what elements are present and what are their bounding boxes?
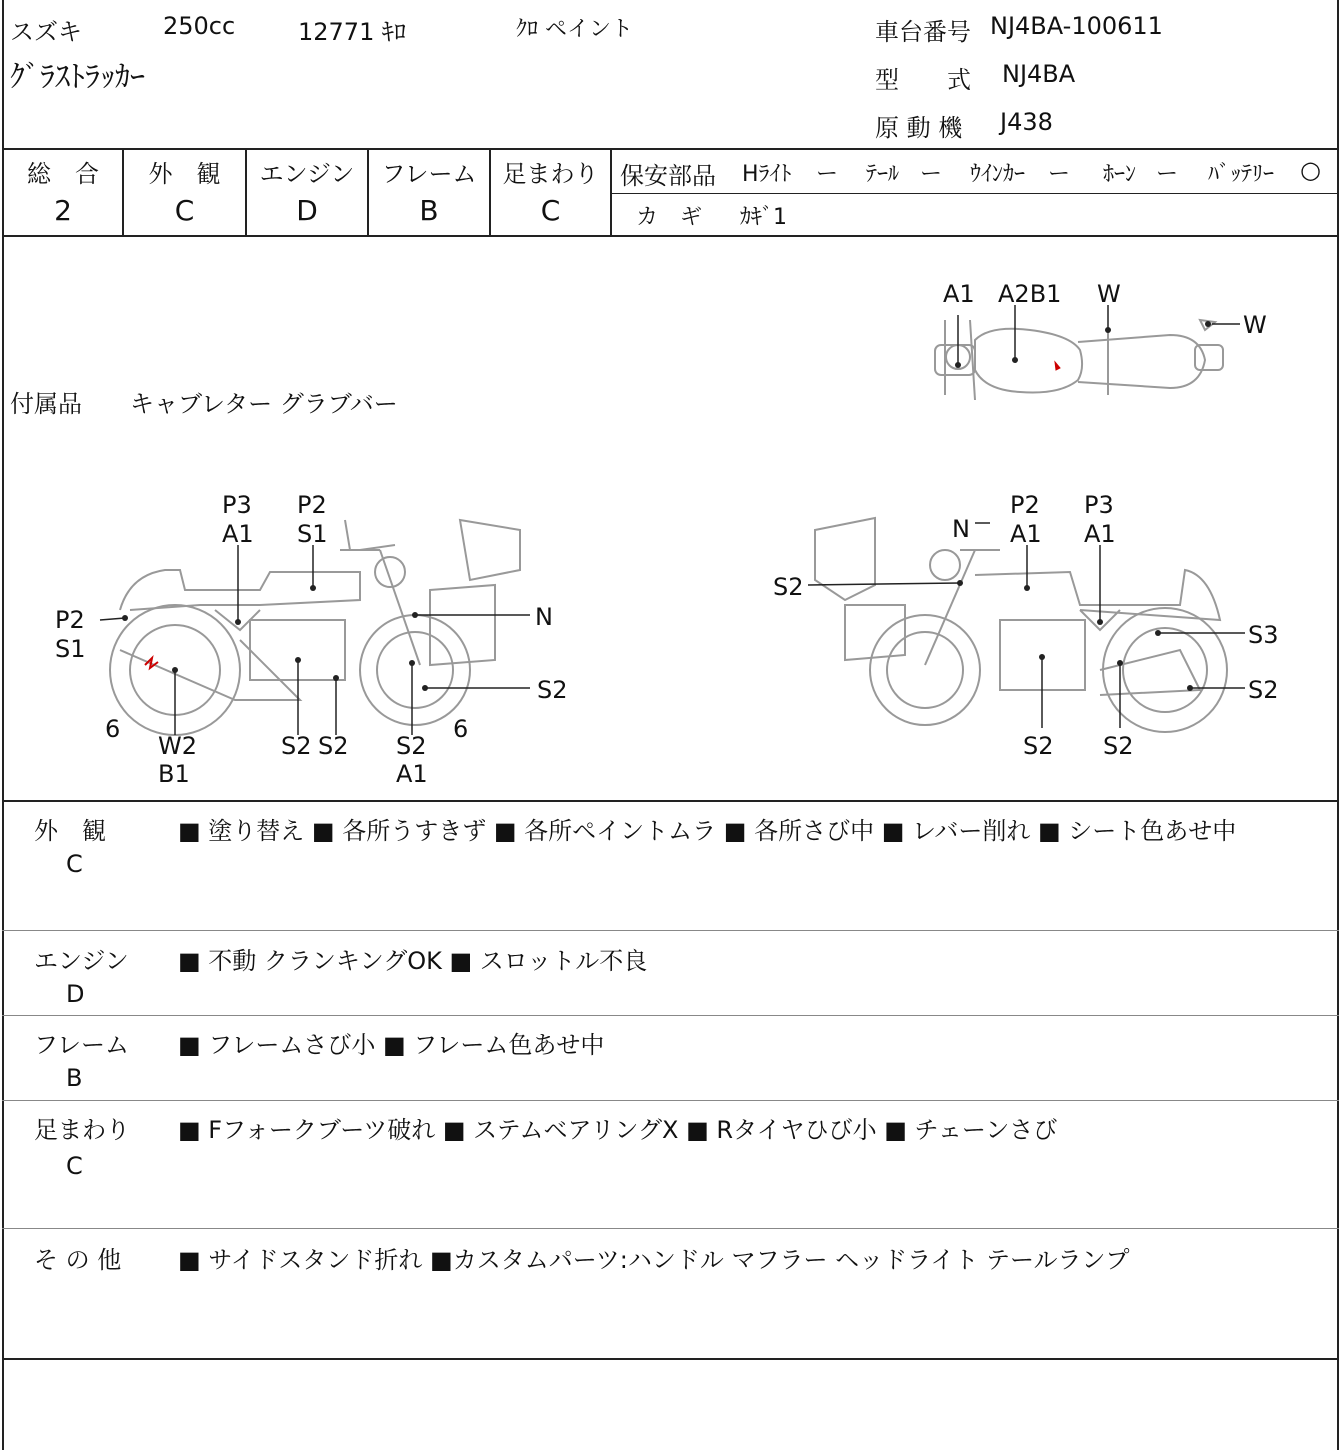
grade-label-exterior: 外 観 [148, 160, 221, 188]
label-left-a1-bottom: A1 [396, 760, 428, 788]
divider-2 [2, 1015, 1339, 1016]
accessories-label: 付属品 [10, 390, 82, 418]
safety-winker-label: ｳｲﾝｶｰ [970, 162, 1026, 187]
grade-value-exterior: C [174, 194, 195, 227]
leader-dots [122, 321, 1211, 691]
divider-4 [2, 1228, 1339, 1229]
label-top-a2b1: A2B1 [998, 280, 1062, 308]
label-top-w1: W [1097, 280, 1121, 308]
grade-value-overall: 2 [54, 194, 72, 227]
mileage: 12771 ｷﾛ [298, 18, 406, 46]
safety-winker-mark: ー [1048, 162, 1071, 187]
label-right-a1b: A1 [1084, 520, 1116, 548]
accessories-value: キャブレター グラブバー [130, 390, 398, 418]
label-left-six-left: 6 [105, 715, 121, 743]
grade-value-suspension: C [540, 194, 561, 227]
bike-top-view [935, 320, 1223, 400]
section-text-suspension: ■ Fフォークブーツ破れ ■ ステムベアリングX ■ Rタイヤひび小 ■ チェーンさび [178, 1116, 1058, 1144]
section-label-exterior: 外 観 [34, 817, 106, 845]
grade-label-suspension: 足まわり [502, 160, 599, 188]
grade-label-engine: エンジン [259, 160, 355, 188]
label-left-s2-c: S2 [396, 732, 427, 760]
label-right-a1: A1 [1010, 520, 1042, 548]
section-label-other: そ の 他 [34, 1246, 122, 1274]
safety-headlight-label: Hﾗｲﾄ [742, 162, 792, 187]
color: ｸﾛ ペイント [516, 17, 633, 42]
section-label-engine: エンジン [34, 947, 129, 975]
label-left-p3: P3 [222, 491, 252, 519]
border-diagram-bottom [2, 800, 1339, 802]
section-grade-frame: B [66, 1064, 83, 1092]
chassis-number: NJ4BA-100611 [990, 12, 1163, 40]
label-left-s2-right: S2 [537, 676, 568, 704]
border-sections-bottom [2, 1358, 1339, 1360]
label-left-p2: P2 [297, 491, 327, 519]
label-left-rear-s1: S1 [55, 635, 86, 663]
safety-title: 保安部品 [620, 162, 716, 190]
engine-value: J438 [1000, 108, 1053, 136]
divider-3 [2, 1100, 1339, 1101]
label-right-p2: P2 [1010, 491, 1040, 519]
safety-tail-mark: ー [920, 162, 943, 187]
label-left-rear-p2: P2 [55, 606, 85, 634]
section-label-suspension: 足まわり [34, 1116, 130, 1144]
damage-mark [1055, 362, 1060, 370]
label-left-six-right: 6 [453, 715, 469, 743]
chassis-label: 車台番号 [875, 18, 971, 46]
key-value: ｶｷﾞ1 [740, 205, 787, 230]
safety-horn-label: ﾎｰﾝ [1103, 162, 1137, 187]
safety-battery-label: ﾊﾞｯﾃﾘｰ [1208, 162, 1275, 187]
maker: スズキ [10, 18, 82, 46]
section-grade-engine: D [66, 980, 85, 1008]
model-name: ｸﾞﾗｽﾄﾗｯｶｰ [10, 60, 145, 95]
label-left-s2-a: S2 [281, 732, 312, 760]
displacement: 250cc [163, 12, 236, 40]
bike-left-view [110, 520, 520, 735]
divider-1 [2, 930, 1339, 931]
key-label: カ ギ [636, 205, 703, 230]
safety-battery-mark: ○ [1300, 156, 1321, 184]
engine-label: 原 動 機 [875, 114, 963, 142]
label-right-n: N [952, 515, 970, 543]
section-text-exterior: ■ 塗り替え ■ 各所うすきず ■ 各所ペイントムラ ■ 各所さび中 ■ レバー削れ ■ シート色あせ中 [178, 817, 1237, 845]
safety-headlight-mark: ー [816, 162, 839, 187]
type-label: 型 式 [875, 66, 971, 94]
type-value: NJ4BA [1002, 60, 1076, 88]
grade-label-frame: フレーム [381, 160, 477, 188]
label-right-s2-rear: S2 [1248, 676, 1279, 704]
label-right-p3: P3 [1084, 491, 1114, 519]
label-left-a1: A1 [222, 520, 254, 548]
label-left-s2-b: S2 [318, 732, 349, 760]
bike-right-view [815, 518, 1227, 732]
safety-tail-label: ﾃｰﾙ [866, 162, 900, 187]
label-left-w2: W2 [158, 732, 197, 760]
label-right-s2-b1: S2 [1023, 732, 1054, 760]
section-text-engine: ■ 不動 クランキングOK ■ スロットル不良 [178, 947, 648, 975]
label-top-w2: W [1243, 311, 1267, 339]
label-right-s2-b2: S2 [1103, 732, 1134, 760]
section-text-other: ■ サイドスタンド折れ ■カスタムパーツ:ハンドル マフラー ヘッドライト テールランプ [178, 1246, 1130, 1274]
section-label-frame: フレーム [34, 1031, 130, 1059]
grade-value-engine: D [296, 194, 318, 227]
section-grade-suspension: C [66, 1152, 83, 1180]
label-right-s3: S3 [1248, 621, 1279, 649]
label-right-s2-left: S2 [773, 573, 804, 601]
label-left-b1: B1 [158, 760, 190, 788]
grade-value-frame: B [419, 194, 439, 227]
label-left-n: N [535, 603, 553, 631]
grade-label-overall: 総 合 [27, 160, 99, 188]
label-top-a1: A1 [943, 280, 975, 308]
section-text-frame: ■ フレームさび小 ■ フレーム色あせ中 [178, 1031, 605, 1059]
section-grade-exterior: C [66, 850, 83, 878]
label-left-s1: S1 [297, 520, 328, 548]
safety-horn-mark: ー [1156, 162, 1179, 187]
